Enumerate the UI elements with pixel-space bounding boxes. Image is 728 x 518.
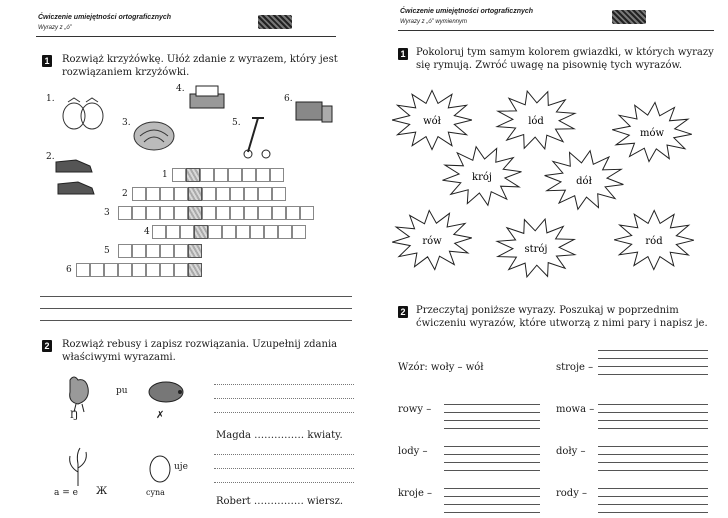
answer-line[interactable]: [444, 404, 540, 405]
crossword-cell[interactable]: [160, 206, 174, 220]
header-subtitle: Wyrazy z „ó” wymiennym: [400, 19, 468, 25]
answer-line[interactable]: [444, 446, 540, 447]
owl-emblem-icon: [258, 15, 292, 29]
crossword-cell[interactable]: [160, 187, 174, 201]
header-title: Ćwiczenie umiejętności ortograficznych: [400, 8, 534, 15]
answer-line[interactable]: [214, 398, 354, 399]
computer-icon: [294, 98, 334, 128]
crossword-cell[interactable]: [188, 206, 202, 220]
word-prompt: kroje –: [398, 488, 433, 499]
rebus-syllable: pu: [116, 386, 128, 396]
shoes-icon: [52, 148, 96, 198]
crossword-cell[interactable]: [292, 225, 306, 239]
crossword-cell[interactable]: [242, 168, 256, 182]
answer-line[interactable]: [444, 412, 540, 413]
crossword-cell[interactable]: [146, 206, 160, 220]
word-prompt: mowa –: [556, 404, 595, 415]
crossword-cell[interactable]: [132, 206, 146, 220]
exercise-instruction: Rozwiąż krzyżówkę. Ułóż zdanie z wyrazem, który jest rozwiązaniem krzyżówki.: [62, 54, 338, 78]
example-pair: Wzór: woły – wół: [398, 362, 484, 373]
right-worksheet-page: [364, 0, 728, 518]
answer-line[interactable]: [214, 482, 354, 483]
crossword-cell[interactable]: [278, 225, 292, 239]
star-word: rów: [422, 236, 442, 247]
rooster-icon: [64, 374, 94, 414]
crossword-cell[interactable]: [160, 263, 174, 277]
crossword-row-number: 2: [122, 189, 128, 199]
crossword-cell[interactable]: [174, 206, 188, 220]
crossword-cell[interactable]: [258, 206, 272, 220]
word-prompt: rowy –: [398, 404, 432, 415]
crossword-row-number: 5: [104, 246, 110, 256]
answer-line[interactable]: [444, 504, 540, 505]
answer-line[interactable]: [598, 366, 708, 367]
answer-line[interactable]: [40, 320, 352, 321]
crossword-cell[interactable]: [200, 168, 214, 182]
answer-line[interactable]: [444, 454, 540, 455]
crossword-cell[interactable]: [118, 206, 132, 220]
answer-line[interactable]: [598, 412, 708, 413]
header-subtitle: Wyrazy z „ó”: [38, 25, 72, 31]
sentence-fill[interactable]: Robert …………… wiersz.: [216, 496, 344, 507]
crossword-cell[interactable]: [272, 206, 286, 220]
strawberries-icon: [60, 96, 106, 132]
header-title: Ćwiczenie umiejętności ortograficznych: [38, 14, 172, 21]
answer-line[interactable]: [598, 350, 708, 351]
crossword-cell[interactable]: [186, 168, 200, 182]
word-prompt: lody –: [398, 446, 428, 457]
answer-line[interactable]: [214, 454, 354, 455]
exercise-instruction: Rozwiąż rebusy i zapisz rozwiązania. Uzupełnij zdania właściwymi wyrazami.: [62, 339, 338, 363]
crossword-row-number: 6: [66, 265, 72, 275]
exercise-number: 2: [42, 340, 52, 352]
crossword-cell[interactable]: [236, 225, 250, 239]
answer-line[interactable]: [598, 374, 708, 375]
crossword-cell[interactable]: [194, 225, 208, 239]
answer-line[interactable]: [444, 470, 540, 471]
crossword-cell[interactable]: [202, 206, 216, 220]
crossword-cell[interactable]: [272, 187, 286, 201]
star-word: wół: [423, 116, 441, 127]
answer-line[interactable]: [214, 468, 354, 469]
picture-label: 5.: [232, 118, 241, 128]
crossword-cell[interactable]: [230, 187, 244, 201]
crossword-cell[interactable]: [208, 225, 222, 239]
typewriter-icon: [186, 84, 228, 114]
crossword-cell[interactable]: [132, 263, 146, 277]
word-prompt: doły –: [556, 446, 586, 457]
crossword-cell[interactable]: [174, 244, 188, 258]
crossword-cell[interactable]: [250, 225, 264, 239]
answer-line[interactable]: [598, 454, 708, 455]
crossword-cell[interactable]: [180, 225, 194, 239]
exercise-number: 1: [398, 48, 408, 60]
answer-line[interactable]: [598, 462, 708, 463]
crossword-cell[interactable]: [300, 206, 314, 220]
exercise-number: 1: [42, 55, 52, 67]
crossword-cell[interactable]: [132, 244, 146, 258]
answer-line[interactable]: [444, 420, 540, 421]
answer-line[interactable]: [444, 462, 540, 463]
answer-line[interactable]: [214, 412, 354, 413]
crossed-letter-icon: ✗: [156, 410, 165, 421]
star-word: ród: [645, 236, 663, 247]
crossword-cell[interactable]: [118, 244, 132, 258]
star-word: dół: [576, 176, 592, 187]
scooter-icon: [238, 114, 270, 160]
cabbage-icon: [132, 120, 176, 152]
exercise-number: 2: [398, 306, 408, 318]
word-prompt: rody –: [556, 488, 588, 499]
crossword-cell[interactable]: [146, 187, 160, 201]
crossword-cell[interactable]: [146, 263, 160, 277]
answer-line[interactable]: [40, 296, 352, 297]
crossword-cell[interactable]: [174, 263, 188, 277]
crossword-row-number: 3: [104, 208, 110, 218]
crossword-cell[interactable]: [188, 244, 202, 258]
picture-label: 1.: [46, 94, 55, 104]
crossword-cell[interactable]: [228, 168, 242, 182]
stars-area: [364, 0, 728, 300]
crossed-letter-icon: Ŋ: [70, 410, 79, 421]
exercise-instruction: Przeczytaj poniższe wyrazy. Poszukaj w poprzednim ćwiczeniu wyrazów, które utworzą z nimi pary i napisz je.: [416, 305, 708, 329]
crossword-cell[interactable]: [286, 206, 300, 220]
rebus-caption: cyna: [146, 488, 165, 497]
crossword-cell[interactable]: [188, 187, 202, 201]
crossword-cell[interactable]: [174, 187, 188, 201]
answer-line[interactable]: [444, 428, 540, 429]
star-word: mów: [639, 128, 665, 139]
crossword-cell[interactable]: [118, 263, 132, 277]
rebus-syllable: uje: [174, 462, 188, 472]
answer-line[interactable]: [444, 488, 540, 489]
crossword-cell[interactable]: [244, 206, 258, 220]
answer-line[interactable]: [598, 504, 708, 505]
crossword-row-number: 1: [162, 170, 168, 180]
exercise-instruction: Pokoloruj tym samym kolorem gwiazdki, w których wyrazy się rymują. Zwróć uwagę na pisownię tych wyrazów.: [416, 47, 714, 71]
crossword-cell[interactable]: [104, 263, 118, 277]
sentence-fill[interactable]: Magda …………… kwiaty.: [216, 430, 343, 441]
answer-line[interactable]: [598, 446, 708, 447]
answer-line[interactable]: [598, 470, 708, 471]
answer-line[interactable]: [598, 428, 708, 429]
answer-line[interactable]: [214, 384, 354, 385]
picture-label: 2.: [46, 152, 55, 162]
answer-line[interactable]: [598, 496, 708, 497]
hedgehog-icon: [146, 376, 186, 404]
crossword-cell[interactable]: [222, 225, 236, 239]
crossword-cell[interactable]: [270, 168, 284, 182]
crossword-cell[interactable]: [258, 187, 272, 201]
crossword-cell[interactable]: [216, 206, 230, 220]
crossword-cell[interactable]: [256, 168, 270, 182]
crossword-row-number: 4: [144, 227, 150, 237]
crossword-cell[interactable]: [214, 168, 228, 182]
crossword-cell[interactable]: [202, 187, 216, 201]
crossword-cell[interactable]: [160, 244, 174, 258]
rebus-equation: a = e: [54, 488, 78, 498]
answer-line[interactable]: [598, 358, 708, 359]
crossed-letter-icon: Ж: [96, 486, 108, 497]
crossword-cell[interactable]: [152, 225, 166, 239]
crossword-cell[interactable]: [166, 225, 180, 239]
plant-icon: [62, 446, 94, 488]
answer-line[interactable]: [598, 404, 708, 405]
crossword-cell[interactable]: [132, 187, 146, 201]
picture-label: 3.: [122, 118, 131, 128]
answer-line[interactable]: [444, 512, 540, 513]
crossword-cell[interactable]: [244, 187, 258, 201]
star-word: lód: [528, 116, 544, 127]
crossword-cell[interactable]: [230, 206, 244, 220]
star-word: strój: [524, 244, 548, 255]
word-prompt: stroje –: [556, 362, 594, 373]
crossword-cell[interactable]: [188, 263, 202, 277]
answer-line[interactable]: [598, 512, 708, 513]
crossword-cell[interactable]: [76, 263, 90, 277]
crossword-cell[interactable]: [264, 225, 278, 239]
crossword-cell[interactable]: [216, 187, 230, 201]
answer-line[interactable]: [444, 496, 540, 497]
header-rule: [36, 36, 336, 37]
picture-label: 4.: [176, 84, 185, 94]
answer-line[interactable]: [40, 308, 352, 309]
answer-line[interactable]: [598, 488, 708, 489]
egg-icon: [148, 454, 172, 484]
crossword-cell[interactable]: [90, 263, 104, 277]
answer-line[interactable]: [598, 420, 708, 421]
crossword-cell[interactable]: [146, 244, 160, 258]
star-word: krój: [472, 172, 492, 183]
picture-label: 6.: [284, 94, 293, 104]
crossword-cell[interactable]: [172, 168, 186, 182]
